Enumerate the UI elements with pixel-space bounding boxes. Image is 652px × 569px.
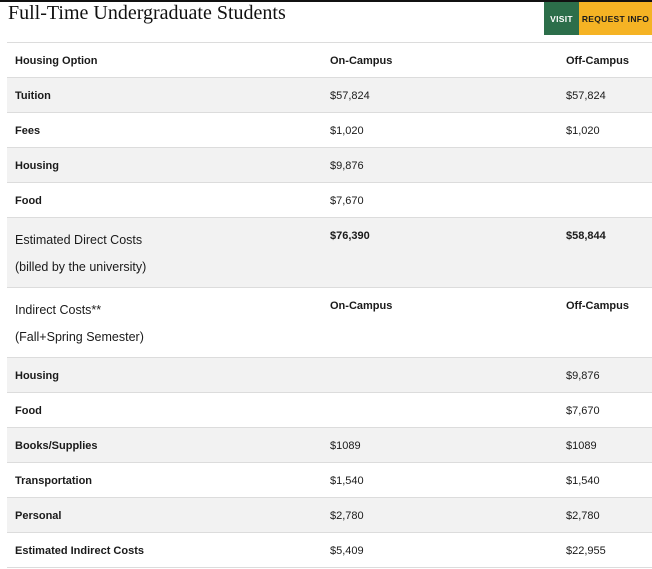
row-label: Housing	[15, 160, 59, 172]
row-label	[15, 297, 144, 351]
off-campus-value: $57,824	[566, 90, 606, 102]
cost-table	[7, 42, 652, 568]
on-campus-value: $1,020	[330, 125, 364, 137]
row-label: Housing	[15, 370, 59, 382]
off-campus-value: $1,540	[566, 475, 600, 487]
row-label: Fees	[15, 125, 41, 137]
off-campus-value: $7,670	[566, 405, 600, 417]
row-label: Food	[15, 195, 42, 207]
page-title: Full-Time Undergraduate Students	[8, 2, 286, 24]
off-campus-value: $22,955	[566, 545, 606, 557]
column-header-off-campus: Off-Campus	[566, 55, 629, 67]
table-row-housing	[7, 148, 652, 183]
column-header-housing-option: Housing Option	[15, 55, 98, 67]
off-campus-value: $2,780	[566, 510, 600, 522]
column-header-on-campus: On-Campus	[330, 300, 393, 312]
row-label: Estimated Indirect Costs	[15, 545, 144, 557]
table-row-indirect-food	[7, 393, 652, 428]
visit-button[interactable]: VISIT	[544, 2, 579, 35]
on-campus-total: $76,390	[330, 230, 370, 242]
table-row-indirect-housing	[7, 358, 652, 393]
row-label: Tuition	[15, 90, 51, 102]
table-row-personal	[7, 498, 652, 533]
row-label-line2: (billed by the university)	[15, 260, 147, 274]
row-label: Personal	[15, 510, 62, 522]
table-row-estimated-indirect-costs	[7, 533, 652, 568]
table-row-transportation	[7, 463, 652, 498]
on-campus-value: $9,876	[330, 160, 364, 172]
indirect-costs-header-row	[7, 288, 652, 358]
table-header-row	[7, 43, 652, 78]
request-info-button[interactable]: REQUEST INFO	[579, 2, 652, 35]
row-label-line1: Indirect Costs**	[15, 303, 102, 317]
column-header-on-campus: On-Campus	[330, 55, 393, 67]
table-row-fees	[7, 113, 652, 148]
table-row-tuition	[7, 78, 652, 113]
on-campus-value: $57,824	[330, 90, 370, 102]
off-campus-value: $9,876	[566, 370, 600, 382]
on-campus-value: $5,409	[330, 545, 364, 557]
row-label: Food	[15, 405, 42, 417]
column-header-off-campus: Off-Campus	[566, 300, 629, 312]
on-campus-value: $7,670	[330, 195, 364, 207]
off-campus-value: $1089	[566, 440, 597, 452]
table-row-books-supplies	[7, 428, 652, 463]
on-campus-value: $1089	[330, 440, 361, 452]
row-label	[15, 227, 146, 281]
row-label: Books/Supplies	[15, 440, 98, 452]
off-campus-total: $58,844	[566, 230, 606, 242]
row-label: Transportation	[15, 475, 93, 487]
table-row-estimated-direct-costs	[7, 218, 652, 288]
on-campus-value: $1,540	[330, 475, 364, 487]
row-label-line2: (Fall+Spring Semester)	[15, 330, 144, 344]
cta-buttons	[544, 2, 652, 35]
on-campus-value: $2,780	[330, 510, 364, 522]
off-campus-value: $1,020	[566, 125, 600, 137]
table-row-food	[7, 183, 652, 218]
row-label-line1: Estimated Direct Costs	[15, 233, 143, 247]
